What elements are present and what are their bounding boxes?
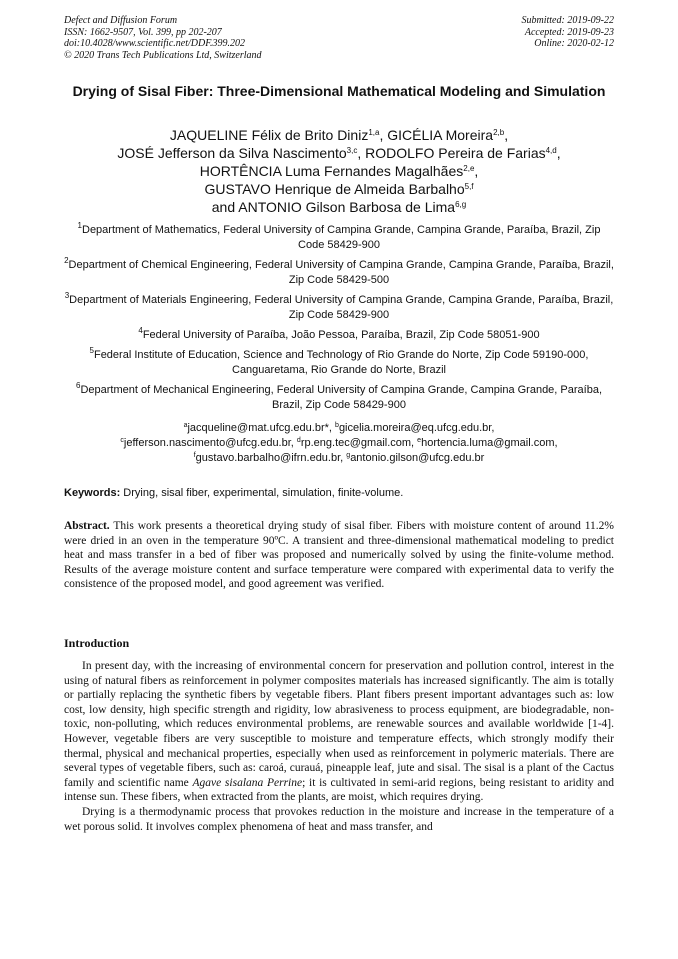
keywords-text: Drying, sisal fiber, experimental, simulation, finite-volume. xyxy=(120,487,404,499)
email-link[interactable]: gustavo.barbalho@ifrn.edu.br xyxy=(195,452,341,464)
email-link[interactable]: jacqueline@mat.ufcg.edu.br* xyxy=(187,422,329,434)
affiliation-2 xyxy=(64,258,614,288)
author-sep: , xyxy=(474,163,479,179)
introduction-body xyxy=(64,659,614,834)
email-sup: c xyxy=(120,437,124,444)
affiliation-6 xyxy=(64,383,614,413)
author-name: JAQUELINE Félix de Brito Diniz xyxy=(169,127,369,143)
email-sep: , xyxy=(411,437,418,449)
affiliation-num: 5 xyxy=(89,346,94,355)
email-sep: , xyxy=(491,422,495,434)
email-list xyxy=(64,421,614,466)
affiliation-num: 4 xyxy=(138,326,143,335)
abstract-label: Abstract. xyxy=(64,520,110,532)
affiliation-text: Department of Chemical Engineering, Federal University of Campina Grande, Campina Grande, Paraíba, Brazil, Zip Code 58429-500 xyxy=(68,259,614,286)
issn: ISSN: 1662-9507, Vol. 399, pp 202-207 xyxy=(64,26,222,38)
author-sup: 5,f xyxy=(464,182,474,191)
affiliation-1 xyxy=(64,223,614,253)
author-name: HORTÊNCIA Luma Fernandes Magalhães xyxy=(199,163,464,179)
author-line-4 xyxy=(64,180,614,198)
journal-header xyxy=(64,15,394,61)
email-sup: a xyxy=(183,422,188,429)
author-sup: 4,d xyxy=(545,146,557,155)
email-link[interactable]: rp.eng.tec@gmail.com xyxy=(300,437,412,449)
online-date: Online: 2020-02-12 xyxy=(534,38,614,49)
species-name: Agave sisalana Perrine xyxy=(192,776,303,789)
affiliation-text: Federal University of Paraíba, João Pessoa, Paraíba, Brazil, Zip Code 58051-900 xyxy=(142,329,540,341)
author-sup: 2,b xyxy=(493,128,505,137)
author-name: GUSTAVO Henrique de Almeida Barbalho xyxy=(204,181,465,197)
journal-name: Defect and Diffusion Forum xyxy=(64,15,178,26)
author-name: JOSÉ Jefferson da Silva Nascimento xyxy=(117,145,347,161)
affiliation-num: 3 xyxy=(64,291,70,300)
email-sep: , xyxy=(328,422,336,434)
author-name: GICÉLIA Moreira xyxy=(387,127,494,143)
author-name: ANTONIO Gilson Barbosa de Lima xyxy=(238,199,456,215)
abstract xyxy=(64,519,614,592)
author-sep: , xyxy=(556,145,561,161)
affiliation-num: 2 xyxy=(64,256,69,265)
affiliation-5 xyxy=(64,348,614,378)
paper-title: Drying of Sisal Fiber: Three-Dimensional Mathematical Modeling and Simulation xyxy=(72,83,606,99)
email-sup: d xyxy=(296,437,301,444)
email-link[interactable]: antonio.gilson@ufcg.edu.br xyxy=(350,452,485,464)
copyright: © 2020 Trans Tech Publications Ltd, Switzerland xyxy=(64,49,262,61)
email-sep: , xyxy=(340,452,347,464)
abstract-text: This work presents a theoretical drying study of sisal fiber. Fibers with moisture content of around 11.2% were dried in an oven in the temperature 90ºC. A transient and three-dimensional mathematical modeling to predict heat and mass transfer in a bed of fiber was proposed and numerically solved by using the finite-volume method. Results of the average moisture content and surface temperature were compared with experimental data to verify the consistence of the proposed model, and good agreement was verified. xyxy=(64,520,614,591)
email-sup: g xyxy=(346,452,351,459)
affiliation-4 xyxy=(64,328,614,343)
affiliation-text: Federal Institute of Education, Science and Technology of Rio Grande do Norte, Zip Code 59190-000, Canguaretama, Rio Grande do Norte, Brazil xyxy=(93,349,589,376)
email-link[interactable]: hortencia.luma@gmail.com xyxy=(421,437,555,449)
affiliation-3 xyxy=(64,293,614,323)
intro-paragraph-2: Drying is a thermodynamic process that provokes reduction in the moisture and increase in the temperature of a wet porous solid. It involves complex phenomena of heat and mass transfer, and xyxy=(64,805,614,833)
affiliation-num: 1 xyxy=(77,221,82,230)
submitted-date: Submitted: 2019-09-22 xyxy=(521,15,614,26)
author-sup: 2,e xyxy=(463,164,475,173)
affiliation-text: Department of Materials Engineering, Federal University of Campina Grande, Campina Grande, Paraíba, Brazil, Zip Code 58429-900 xyxy=(69,294,614,321)
author-sup: 6,g xyxy=(455,200,467,209)
email-sup: f xyxy=(193,452,196,459)
intro-text: ; it is cultivated in semi-arid regions, being resistant to aridity and intense sun. These fibers, when extracted from the plants, are moist, which requires drying. xyxy=(64,776,614,804)
author-prefix: and xyxy=(211,199,239,215)
author-sup: 1,a xyxy=(368,128,380,137)
author-line-5 xyxy=(64,198,614,216)
email-line-2 xyxy=(64,436,614,451)
email-sup: e xyxy=(417,437,422,444)
email-sep: , xyxy=(554,437,558,449)
dates-header xyxy=(394,15,614,50)
affiliation-text: Department of Mechanical Engineering, Federal University of Campina Grande, Campina Grande, Paraíba, Brazil, Zip Code 58429-900 xyxy=(80,384,602,411)
doi: doi:10.4028/www.scientific.net/DDF.399.202 xyxy=(64,38,246,49)
author-line-3 xyxy=(64,162,614,180)
intro-paragraph-1 xyxy=(64,659,614,805)
email-link[interactable]: jefferson.nascimento@ufcg.edu.br xyxy=(123,437,291,449)
accepted-date: Accepted: 2019-09-23 xyxy=(524,26,614,38)
affiliation-num: 6 xyxy=(76,381,81,390)
author-line-2 xyxy=(64,144,614,162)
author-list xyxy=(64,126,614,216)
keywords xyxy=(64,486,614,501)
affiliation-list xyxy=(64,223,614,418)
author-sep: , xyxy=(504,127,509,143)
intro-text: In present day, with the increasing of environmental concern for preservation and pollution control, interest in the using of natural fibers as reinforcement in polymer composites materials has increased significantly. The aim is totally or partially replacing the synthetic fibers by vegetable fibers. Plant fibers present important advantages such as: low cost, low density, high specific strength and rigidity, low abrasiveness to process equipment, are biodegradable, non-toxic, non-polluting, which reduces environmental problems, are renewable sources and available worldwide [1-4]. However, vegetable fibers are very susceptible to moisture and temperature effects, which strongly modify their thermal, physical and mechanical properties, especially when used as reinforcement in polymeric materials. There are several types of vegetable fibers, such as: caroá, curauá, pineapple leaf, jute and sisal. The sisal is a plant of the Cactus family and scientific name xyxy=(64,660,614,789)
author-sep: , xyxy=(357,145,366,161)
author-line-1 xyxy=(64,126,614,144)
section-heading-introduction: Introduction xyxy=(64,636,130,650)
affiliation-text: Department of Mathematics, Federal University of Campina Grande, Campina Grande, Paraíba, Brazil, Zip Code 58429-900 xyxy=(82,224,601,251)
author-sup: 3,c xyxy=(346,146,358,155)
email-line-3 xyxy=(64,451,614,466)
author-name: RODOLFO Pereira de Farias xyxy=(365,145,546,161)
author-sep: , xyxy=(379,127,388,143)
email-line-1 xyxy=(64,421,614,436)
keywords-label: Keywords: xyxy=(64,487,121,499)
email-sep: , xyxy=(290,437,297,449)
email-sup: b xyxy=(335,422,339,429)
email-link[interactable]: gicelia.moreira@eq.ufcg.edu.br xyxy=(338,422,492,434)
